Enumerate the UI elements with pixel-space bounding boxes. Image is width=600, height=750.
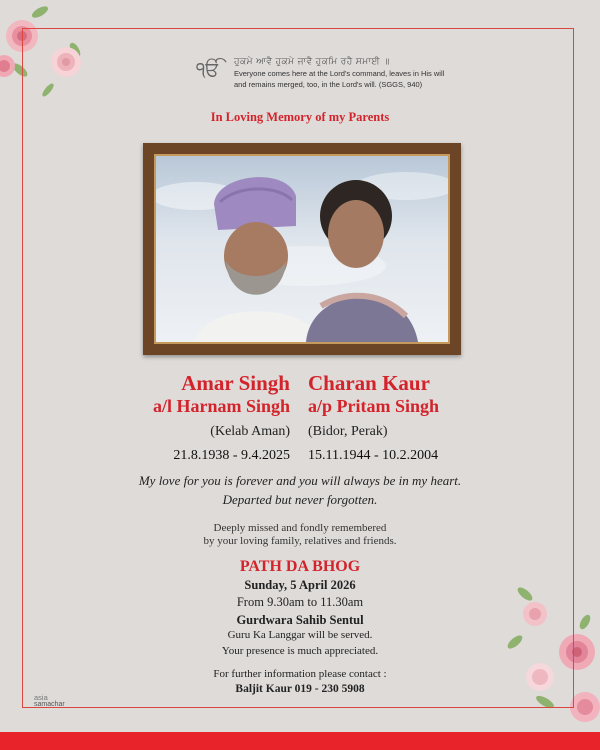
mother-place: (Bidor, Perak) [308, 424, 388, 439]
mother-dates: 15.11.1944 - 10.2.2004 [308, 448, 439, 463]
mother-alias: a/p Pritam Singh [308, 396, 440, 416]
scripture-quote [196, 56, 496, 90]
contact-label: For further information please contact : [213, 668, 387, 680]
bhog-title: PATH DA BHOG [239, 558, 361, 575]
bhog-langgar-note: Guru Ka Langgar will be served. [227, 629, 373, 641]
love-message-line-1: My love for you is forever and you will always be in my heart. [138, 473, 462, 488]
mother-name: Charan Kaur [308, 371, 430, 395]
framed-portrait-photo [143, 143, 461, 355]
path-da-bhog-section [0, 557, 600, 642]
publisher-logo-line-1: asia [34, 693, 48, 702]
missed-note-line-2: by your loving family, relatives and friends. [203, 535, 397, 547]
contact-value: Baljit Kaur 019 - 230 5908 [235, 683, 365, 695]
mother-details [308, 371, 600, 465]
publisher-logo-line-2: samachar [34, 701, 65, 708]
portrait-illustration [156, 156, 448, 342]
bhog-venue: Gurdwara Sahib Sentul [236, 613, 364, 627]
missed-note [0, 522, 600, 548]
gurmukhi-verse: ਹੁਕਮੇ ਆਵੈ ਹੁਕਮੇ ਜਾਵੈ ਹੁਕਮਿ ਰਹੈ ਸਮਾਈ ॥ [234, 56, 390, 66]
bhog-date: Sunday, 5 April 2026 [244, 578, 356, 592]
love-message-line-2: Departed but never forgotten. [222, 492, 378, 507]
father-name: Amar Singh [181, 371, 290, 395]
father-alias: a/l Harnam Singh [152, 396, 290, 416]
quote-translation-line-1: Everyone comes here at the Lord's command, leaves in His will [234, 69, 445, 78]
love-message [0, 471, 600, 509]
bottom-red-band [0, 732, 600, 750]
bhog-time: From 9.30am to 11.30am [236, 595, 364, 609]
father-details [0, 371, 290, 465]
publisher-logo [34, 694, 65, 708]
ik-onkar-icon: ੴ [196, 57, 221, 81]
father-place: (Kelab Aman) [210, 424, 290, 439]
missed-note-line-1: Deeply missed and fondly remembered [213, 522, 387, 534]
presence-note: Your presence is much appreciated. [221, 645, 379, 657]
contact-info [0, 667, 600, 697]
memory-title: In Loving Memory of my Parents [210, 110, 390, 124]
quote-translation-line-2: and remains merged, too, in the Lord's will. (SGGS, 940) [234, 80, 423, 89]
father-dates: 21.8.1938 - 9.4.2025 [173, 448, 290, 463]
